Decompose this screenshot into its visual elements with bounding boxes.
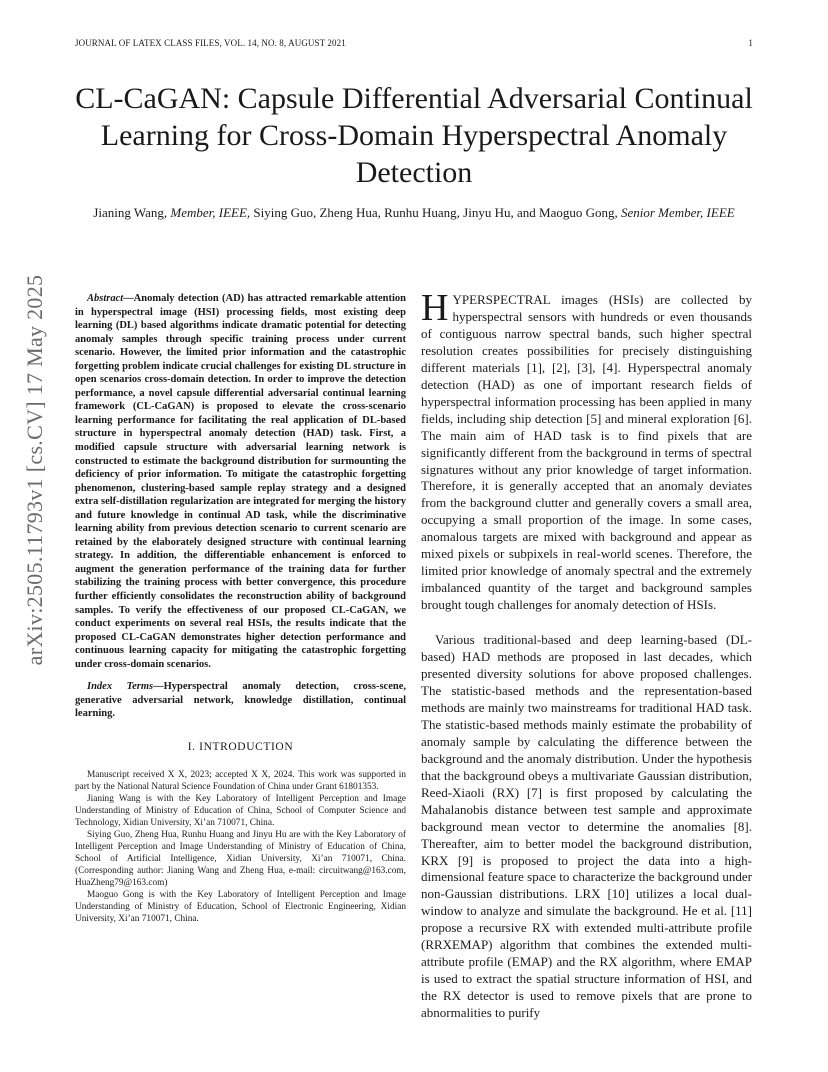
- abstract-label: Abstract: [87, 293, 124, 304]
- right-column: [421, 287, 752, 1022]
- page-number: 1: [748, 38, 753, 48]
- footnote: Maoguo Gong is with the Key Laboratory of Intelligent Perception and Image Understanding of Ministry of Education, School of Electronic Engineering, Xidian University, Xi’an 710071, China.: [75, 889, 406, 924]
- section-initial: I: [199, 740, 204, 753]
- arxiv-stamp-text: arXiv:2505.11793v1 [cs.CV] 17 May 2025: [22, 274, 47, 666]
- left-column: [75, 292, 406, 925]
- drop-cap: H: [421, 287, 449, 329]
- section-heading: [75, 741, 406, 753]
- journal-name: JOURNAL OF LATEX CLASS FILES, VOL. 14, NO. 8, AUGUST 2021: [75, 38, 346, 48]
- author-role-1: Member, IEEE,: [170, 205, 251, 220]
- author-names-2: Siying Guo, Zheng Hua, Runhu Huang, Jinyu Hu, and Maoguo Gong,: [250, 205, 621, 220]
- author-list: [75, 204, 753, 221]
- section-title-rest: NTRODUCTION: [203, 740, 294, 753]
- p1-lead-word: YPERSPECTRAL: [452, 292, 551, 307]
- section-numeral: I.: [187, 740, 200, 753]
- p1-text: images (HSIs) are collected by hyperspectral sensors with hundreds or even thousands of contiguous narrow spectral bands, such higher spectral resolution creates possibilities for precisely distinguishing different materials [1], [2], [3], [4]. Hyperspectral anomaly detection (HAD) as one of important research fields of hyperspectral information processing has been applied in many fields, including ship detection [5] and mineral exploration [6]. The main aim of HAD task is to find pixels that are significantly different from the background in terms of spectral signatures without any prior knowledge of target information. Therefore, it is generally accepted that an anomaly deviates from the background clutter and generally covers a small area, occupying a small proportion of the image. In some cases, anomalous targets are mixed with background and appear as mixed pixels or subpixels in real-world scenes. Therefore, the limited prior knowledge of anomaly spectral and the extremely imbalanced quantity of the target and background samples brought tough challenges for anomaly detection of HSIs.: [421, 292, 752, 613]
- footnotes: [75, 769, 406, 925]
- index-terms-label: Index Terms: [87, 681, 154, 693]
- body-paragraph-1: [421, 287, 752, 614]
- paper-title: CL-CaGAN: Capsule Differential Adversarial Continual Learning for Cross-Domain Hyperspectral Anomaly Detection: [75, 82, 753, 189]
- abstract: [75, 292, 406, 671]
- author-role-2: Senior Member, IEEE: [620, 205, 735, 220]
- index-terms: [75, 680, 406, 721]
- page-header: [75, 38, 753, 52]
- author-names-1: Jianing Wang,: [93, 205, 171, 220]
- abstract-text: —Anomaly detection (AD) has attracted remarkable attention in hyperspectral image (HSI) processing fields, most existing deep learning (DL) based algorithms indicate dramatic potential for detecting anomaly samples through specific training process under current scenario. However, the limited prior information and the catastrophic forgetting problem indicate crucial challenges for existing DL structure in open scenarios cross-domain detection. In order to improve the detection performance, a novel capsule differential adversarial continual learning framework (CL-CaGAN) is proposed to elevate the cross-scenario learning performance for facilitating the real application of DL-based structure in hyperspectral anomaly detection (HAD) task. First, a modified capsule structure with adversarial learning network is constructed to estimate the background distribution for surmounting the deficiency of prior information. To mitigate the catastrophic forgetting phenomenon, clustering-based sample replay strategy and a designed extra self-distillation regularization are integrated for merging the history and future knowledge in continual AD task, while the discriminative learning ability from previous detection scenario to current scenario are retained by the elaborately designed structure with continual learning strategy. In addition, the differentiable enhancement is enforced to augment the generation performance of the training data for further stabilizing the training process with better convergence, this procedure further efficiently consolidates the reconstruction ability of background samples. To verify the effectiveness of our proposed CL-CaGAN, we conduct experiments on several real HSIs, the results indicate that the proposed CL-CaGAN demonstrates higher detection performance and continuous learning capacity for mitigating the catastrophic forgetting under cross-domain scenarios.: [75, 293, 406, 670]
- body-paragraph-2: Various traditional-based and deep learning-based (DL-based) HAD methods are proposed in last decades, which presented diversity solutions for above proposed challenges. The statistic-based methods and the representation-based methods are mainly two mainstreams for traditional HAD task. The statistic-based methods mainly estimate the probability of anomaly sample by calculating the difference between the background and the anomaly distribution. Under the hypothesis that the background obeys a multivariate Gaussian distribution, Reed-Xiaoli (RX) [7] is first proposed by calculating the Mahalanobis distance between test sample and approximate background mean vector to determine the anomalies [8]. Thereafter, aim to better model the background distribution, KRX [9] is proposed to project the data into a high-dimensional feature space to characterize the background under non-Gaussian distributions. LRX [10] utilizes a local dual-window to analyze and simulate the background. He et al. [11] propose a recursive RX with extended multi-attribute profile (RRXEMAP) algorithm that combines the extended multi-attribute profile (EMAP) and the RX algorithm, where EMAP is used to extract the spatial structure information of HSI, and the RX detector is used to remove pixels that are prone to abnormalities to purify: [421, 632, 752, 1021]
- footnote: Siying Guo, Zheng Hua, Runhu Huang and Jinyu Hu are with the Key Laboratory of Intelligent Perception and Image Understanding of Ministry of Education of China, School of Artificial Intelligence, Xidian University, Xi’an 710071, China. (Corresponding author: Jianing Wang and Zheng Hua, e-mail: circuitwang@163.com, HuaZheng79@163.com): [75, 829, 406, 888]
- arxiv-stamp: [22, 274, 48, 666]
- index-terms-text: —Hyperspectral anomaly detection, cross-scene, generative adversarial network, knowledge distillation, continual learning.: [75, 681, 406, 720]
- footnote: Jianing Wang is with the Key Laboratory of Intelligent Perception and Image Understanding of Ministry of Education of China, School of Computer Science and Technology, Xidian University, Xi’an 710071, China.: [75, 793, 406, 828]
- footnote: Manuscript received X X, 2023; accepted X X, 2024. This work was supported in part by the National Natural Science Foundation of China under Grant 61801353.: [75, 769, 406, 792]
